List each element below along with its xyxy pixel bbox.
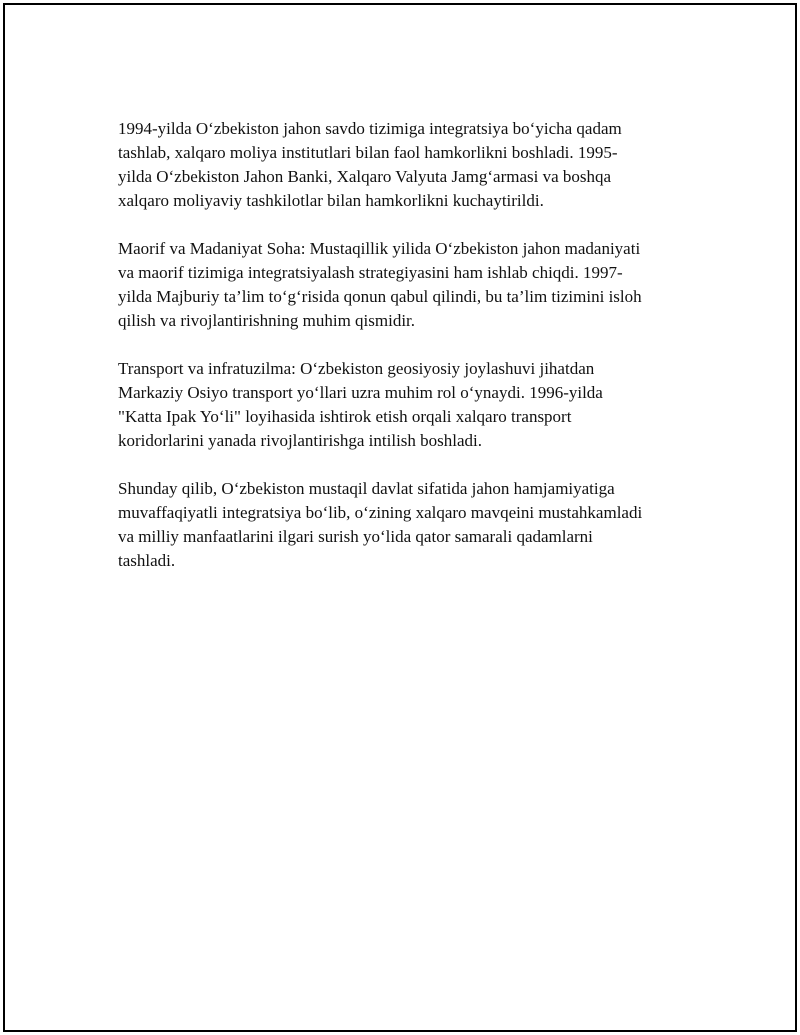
text-line: Transport va infratuzilma: O‘zbekiston geosiyosiy joylashuvi jihatdan (118, 359, 595, 378)
paragraph-transport (118, 357, 698, 453)
text-line: va maorif tizimiga integratsiyalash strategiyasini ham ishlab chiqdi. 1997- (118, 263, 623, 282)
text-line: "Katta Ipak Yo‘li" loyihasida ishtirok etish orqali xalqaro transport (118, 407, 572, 426)
text-line: tashlab, xalqaro moliya institutlari bilan faol hamkorlikni boshladi. 1995- (118, 143, 618, 162)
paragraph-conclusion (118, 477, 698, 573)
paragraph-economy (118, 117, 698, 213)
text-line: va milliy manfaatlarini ilgari surish yo‘lida qator samarali qadamlarni (118, 527, 593, 546)
text-line: Markaziy Osiyo transport yo‘llari uzra muhim rol o‘ynaydi. 1996-yilda (118, 383, 603, 402)
text-line: xalqaro moliyaviy tashkilotlar bilan hamkorlikni kuchaytirildi. (118, 191, 544, 210)
text-line: Shunday qilib, O‘zbekiston mustaqil davlat sifatida jahon hamjamiyatiga (118, 479, 615, 498)
text-line: Maorif va Madaniyat Soha: Mustaqillik yilida O‘zbekiston jahon madaniyati (118, 239, 641, 258)
text-line: qilish va rivojlantirishning muhim qismidir. (118, 311, 416, 330)
text-line: tashladi. (118, 551, 176, 570)
paragraph-education-culture (118, 237, 698, 333)
document-body (118, 117, 698, 597)
text-line: 1994-yilda O‘zbekiston jahon savdo tizimiga integratsiya bo‘yicha qadam (118, 119, 622, 138)
text-line: koridorlarini yanada rivojlantirishga intilish boshladi. (118, 431, 483, 450)
text-line: yilda Majburiy ta’lim to‘g‘risida qonun qabul qilindi, bu ta’lim tizimini isloh (118, 287, 642, 306)
text-line: yilda O‘zbekiston Jahon Banki, Xalqaro Valyuta Jamg‘armasi va boshqa (118, 167, 612, 186)
text-line: muvaffaqiyatli integratsiya bo‘lib, o‘zining xalqaro mavqeini mustahkamladi (118, 503, 643, 522)
